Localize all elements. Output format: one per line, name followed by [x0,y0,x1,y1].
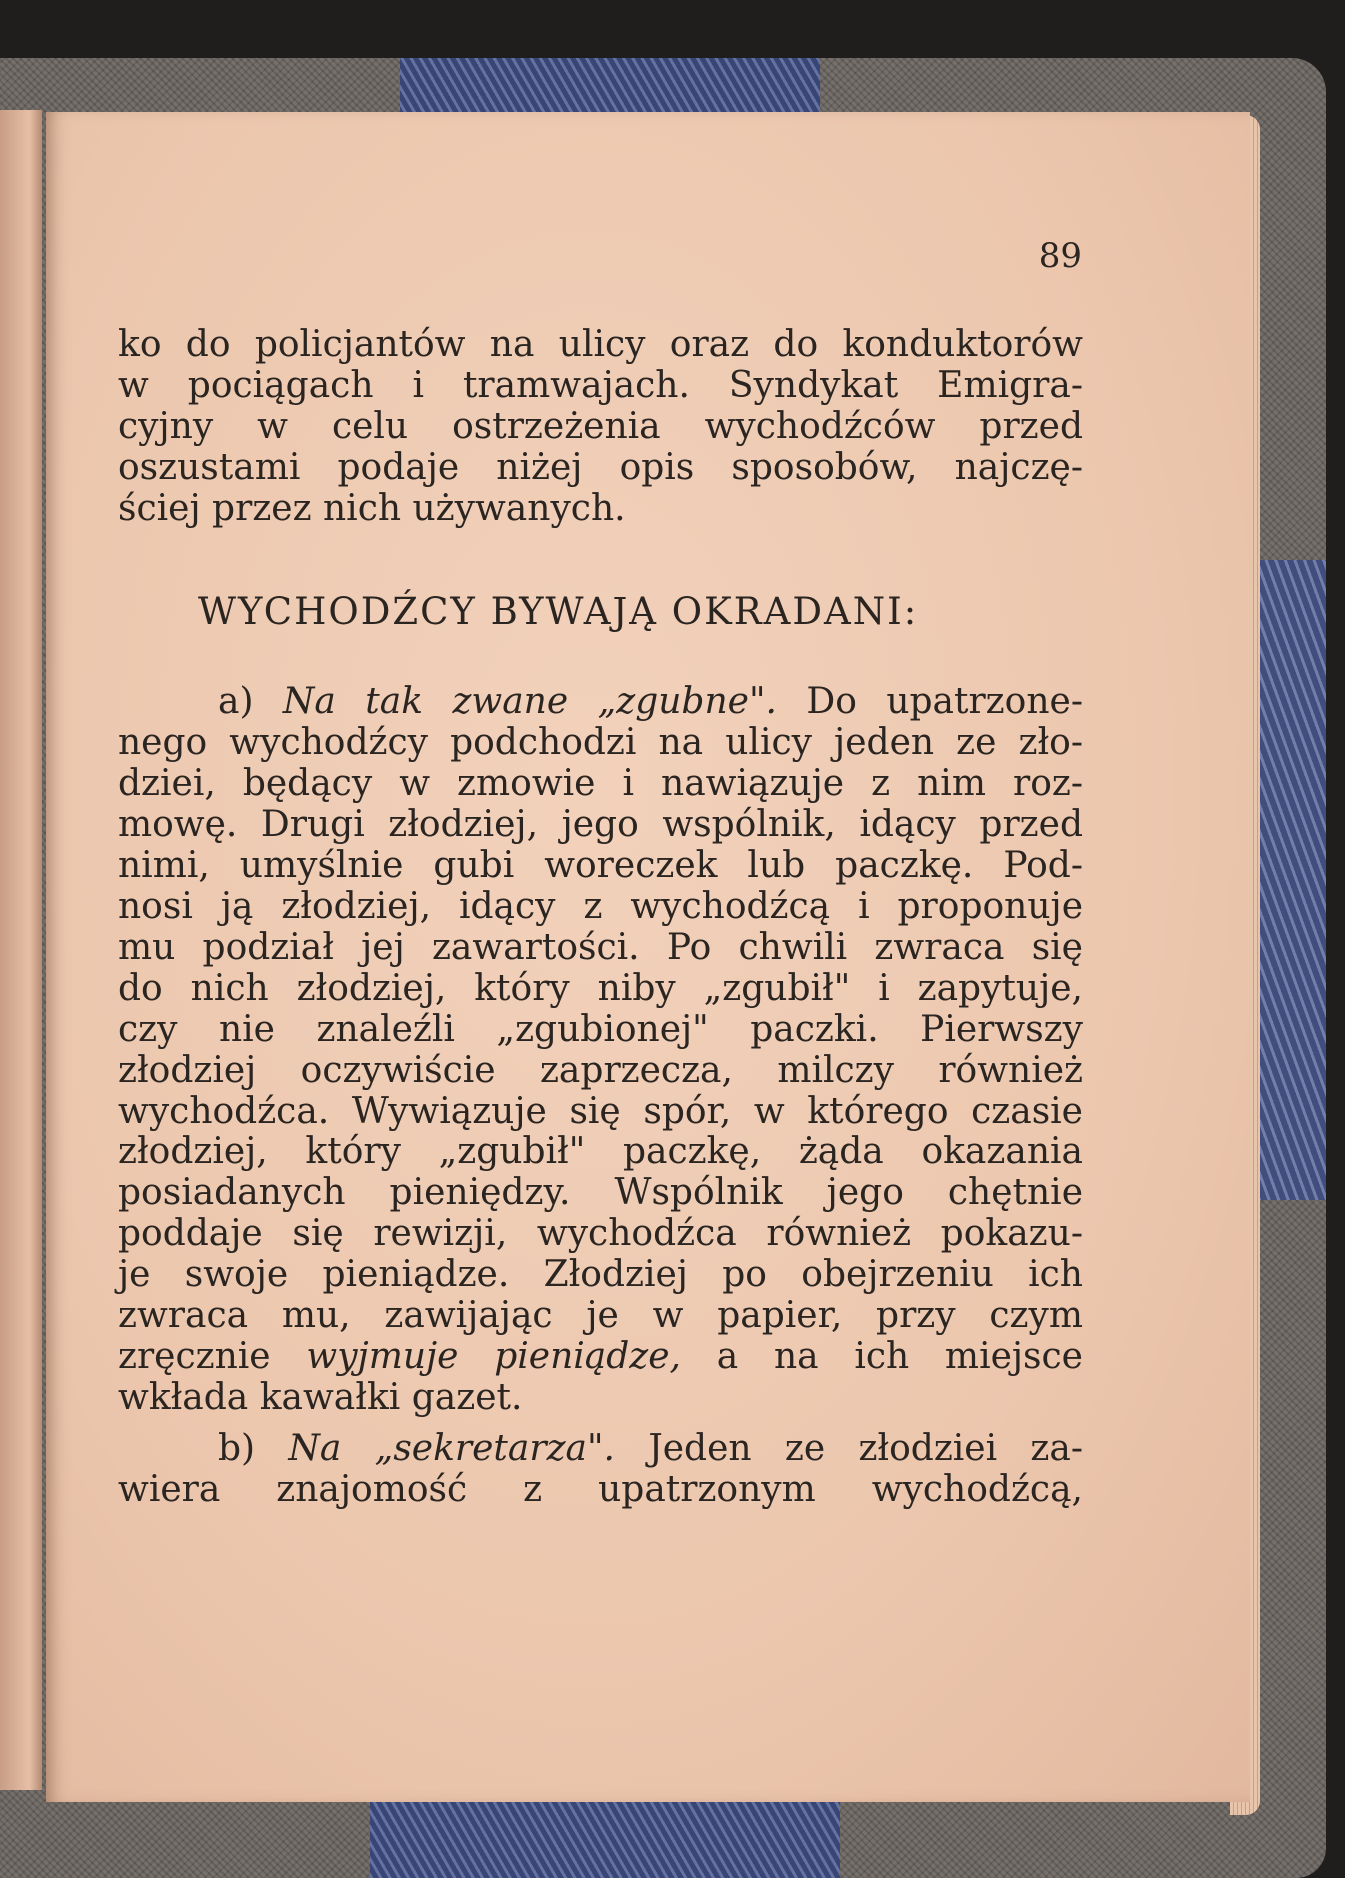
text-line: ściej przez nich używanych. [118,487,626,529]
text-line: posiadanych pieniędzy. Wspólnik jego chętnie [118,1172,1083,1214]
page-text [118,325,1083,1511]
text-line: ko do policjantów na ulicy oraz do konduktorów [118,324,1083,365]
text-line: nosi ją złodziej, idący z wychodźcą i proponuje [118,885,1083,927]
text-line: wkłada kawałki gazet. [118,1376,523,1418]
text-line: wiera znajomość z upatrzonym wychodźcą, [118,1468,1083,1510]
text-line: oszustami podaje niżej opis sposobów, najczę- [118,446,1083,488]
section-b-marker: b) [218,1427,256,1469]
text-line: cyjny w celu ostrzeżenia wychodźców przed [118,405,1083,447]
section-a-first-line [118,682,1083,723]
section-a-marker: a) [218,681,254,723]
section-a-title: Na tak zwane „zgubne". [282,681,777,723]
text-line: mowę. Drugi złodziej, jego wspólnik, idący przed [118,804,1083,846]
text-line: czy nie znaleźli „zgubionej" paczki. Pierwszy [118,1008,1083,1050]
left-page-edge [0,110,42,1790]
section-heading: WYCHODŹCY BYWAJĄ OKRADANI: [198,589,919,633]
text-fragment: a na ich miejsce [716,1335,1083,1377]
page-number: 89 [1038,236,1082,276]
text-line: nego wychodźcy podchodzi na ulicy jeden ze zło- [118,722,1083,764]
section-b-first-line [118,1429,1083,1470]
section-b-title: Na „sekretarza". [288,1427,615,1469]
text-line-italic [118,1337,1083,1378]
text-line: nimi, umyślnie gubi woreczek lub paczkę. Pod- [118,845,1083,887]
cover-pattern-right [1258,560,1326,1200]
section-b [118,1429,1083,1511]
text-line: poddaje się rewizji, wychodźca również pokazu- [118,1213,1083,1255]
text-line: złodziej, który „zgubił" paczkę, żąda okazania [118,1131,1083,1173]
text-fragment: Jeden ze złodziei za- [648,1427,1084,1469]
text-fragment: Do upatrzone- [806,681,1083,723]
text-line: wychodźca. Wywiązuje się spór, w którego czasie [118,1090,1083,1132]
emphasis: wyjmuje pieniądze, [306,1335,681,1377]
text-line: do nich złodziej, który niby „zgubił" i zapytuje, [118,967,1083,1009]
text-line: zwraca mu, zawijając je w papier, przy czym [118,1295,1083,1337]
text-line: w pociągach i tramwajach. Syndykat Emigra- [118,364,1083,406]
section-a [118,682,1083,1418]
text-line: je swoje pieniądze. Złodziej po obejrzeniu ich [118,1254,1083,1296]
text-line: złodziej oczywiście zaprzecza, milczy również [118,1049,1083,1091]
text-line: mu podział jej zawartości. Po chwili zwraca się [118,926,1083,968]
paragraph-intro [118,325,1083,530]
text-fragment: zręcznie [118,1335,271,1377]
text-line: dziei, będący w zmowie i nawiązuje z nim roz- [118,763,1083,805]
